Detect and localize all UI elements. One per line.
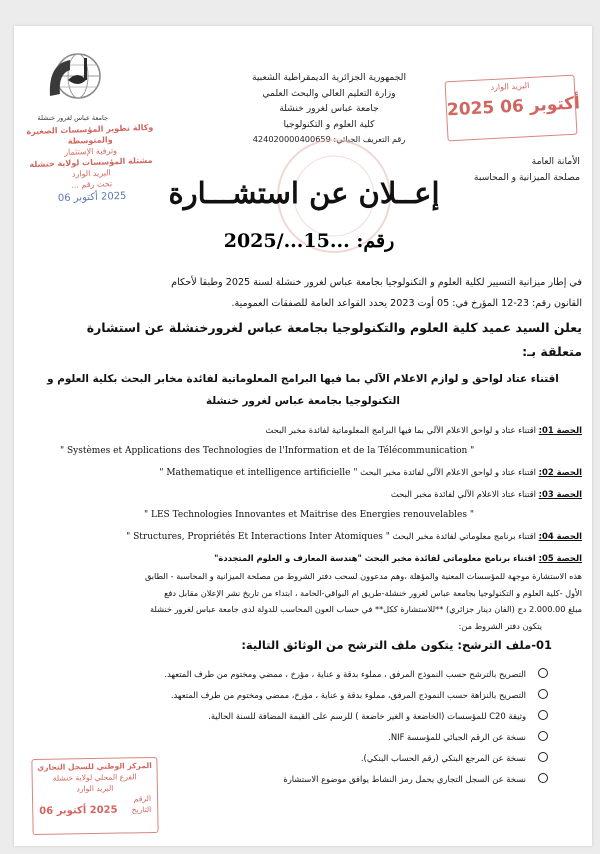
- document-item: وثيقة C20 للمؤسسات (الخاضعة و الغير خاضعة ) للرسم على القيمة المضافة للسنة الحالية.: [164, 706, 548, 727]
- stamp-top-right-title: البريد الوارد: [490, 81, 530, 93]
- secretariat-label: الأمانة العامة: [531, 156, 580, 167]
- lots-list: [24, 420, 582, 569]
- bullet-circle-icon: [538, 731, 548, 741]
- stamp-agency-org: وكالة تطوير المؤسسات الصغيرة والمتوسطة: [26, 122, 154, 146]
- stamp-agency-date: 2025 أكتوبر 06: [57, 190, 127, 205]
- stamp-registry-date: 2025 أكتوبر 06: [39, 804, 118, 817]
- lot-05: [24, 548, 582, 569]
- announce-line-1: يعلن السيد عميد كلية العلوم والتكنولوجيا بجامعة عباس لغرورخنشلة عن استشارة: [86, 320, 582, 335]
- file-heading: 01-ملف الترشح: يتكون ملف الترشح من الوثائق التالية:: [241, 638, 552, 652]
- lot-03-lab-name: " LES Technologies Innovantes et Maitrise des Energies renouvelables ": [144, 510, 474, 520]
- stamp-registry-line3: البريد الوارد: [76, 783, 114, 794]
- document-item: التصريح بالنزاهة حسب النموذج المرفق، مملوء بدقة و عناية ، مؤرخ، ممضي ومختوم من طرف المتعهد.: [164, 685, 548, 706]
- document-page: [14, 26, 592, 846]
- stamp-agency-line2: وترقية الإستثمار: [64, 146, 118, 157]
- subject-paragraph: [24, 368, 582, 412]
- stamp-agency-line4: البريد الوارد: [71, 168, 111, 179]
- lot-01-text: اقتناء عتاد و لواحق الاعلام الآلي بما فيها البرامج المعلوماتية لفائدة مخبر البحث: [265, 425, 536, 435]
- lot-03: [24, 484, 582, 505]
- lot-02-lab-name: " Mathematique et intelligence artificielle ": [159, 468, 358, 478]
- conditions-line-3: مبلغ 2.000.00 دج (الفان دينار جزائري) **للاستشارة ككل** في حساب العون المحاسب للدولة لدى جامعة عباس لغرور خنشلة: [150, 604, 582, 614]
- announcement-title: إعــلان عن استشـــارة: [168, 176, 440, 210]
- document-item: نسخة عن الرقم الجبائي للمؤسسة NIF.: [164, 727, 548, 748]
- lot-04-text: اقتناء برنامج معلوماتي لفائدة مخبر البحث: [392, 531, 536, 541]
- lot-04-label: الحصة 04:: [538, 531, 582, 541]
- conditions-line-4: يتكون دفتر الشروط من:: [458, 620, 542, 631]
- lot-01-lab-name: " Systèmes et Applications des Technologies de l'Information et de la Télécommunication ": [60, 446, 475, 456]
- stamp-agency-line3: مشتلة المؤسسات لولاية خنشلة: [29, 155, 153, 170]
- faculty-name: كلية العلوم و التكنولوجيا: [283, 118, 375, 130]
- stamp-registry-num: الرقم: [133, 794, 152, 804]
- university-logo: [37, 50, 108, 128]
- stamp-registry-date-label: التاريخ: [131, 805, 152, 815]
- subject-line-2: التكنولوجيا بجامعة عباس لغرور خنشلة: [205, 395, 400, 407]
- conditions-line-2: الأول -كلية العلوم و التكنولوجيا بجامعة عباس لغرور خنشلة-طريق ام البواقي-الحامة ، ابتداء من تاريخ نشر الإعلان مقابل دفع: [164, 587, 582, 598]
- stamp-top-right-date: 2025 أكتوبر 06: [446, 93, 581, 121]
- intro-paragraph: [24, 272, 582, 314]
- lot-05-label: الحصة 05:: [538, 553, 582, 563]
- bullet-circle-icon: [538, 710, 548, 720]
- documents-list: [164, 664, 548, 790]
- ministry-name: وزارة التعليم العالي والبحث العلمي: [262, 87, 396, 99]
- document-item: التصريح بالترشح حسب النموذج المرفق ، مملوء بدقة و عناية ، مؤرخ ، ممضي ومختوم من طرف المتعهد.: [164, 664, 548, 685]
- stamp-registry-line2: الفرع المحلي لولاية خنشلة: [52, 772, 137, 783]
- received-stamp-top-right: [445, 75, 581, 142]
- intro-line-1: في إطار ميزانية التسيير لكلية العلوم و التكنولوجيا بجامعة عباس لغرور خنشلة لسنة 2025 وطبقا لأحكام: [171, 277, 582, 288]
- lot-03-label: الحصة 03:: [538, 489, 582, 499]
- document-item: نسخة عن السجل التجاري يحمل رمز النشاط يوافق موضوع الاستشارة: [164, 769, 548, 790]
- bullet-circle-icon: [538, 773, 548, 783]
- received-stamp-commerce-registry: [31, 757, 158, 835]
- lot-01-label: الحصة 01:: [538, 425, 582, 435]
- bullet-circle-icon: [538, 689, 548, 699]
- country-name: الجمهورية الجزائرية الديمقراطية الشعبية: [251, 72, 407, 83]
- lot-02-text: اقتناء عتاد و لواحق الاعلام الآلي لفائدة مخبر البحث: [360, 467, 536, 477]
- announce-paragraph: [24, 316, 582, 364]
- subject-line-1: اقتناء عتاد لواحق و لوازم الاعلام الآلي بما فيها البرامج المعلوماتية لفائدة مخابر البحث بكلية العلوم و: [47, 373, 559, 385]
- service-label: مصلحة الميزانية و المحاسبة: [473, 171, 580, 183]
- lot-01: [24, 420, 582, 441]
- stamp-agency-reg: تحت رقم ...: [71, 179, 113, 190]
- lot-04: [24, 526, 582, 548]
- lot-02: [24, 462, 582, 484]
- logo-caption: جامعة عباس لغرور خنشلة: [37, 114, 108, 122]
- lot-04-lab-name: " Structures, Propriétés Et Interactions Inter Atomiques ": [126, 532, 390, 542]
- document-item: نسخة عن المرجع البنكي (رقم الحساب البنكي).: [164, 748, 548, 769]
- university-name: جامعة عباس لغرور خنشلة: [279, 103, 379, 114]
- bullet-circle-icon: [538, 752, 548, 762]
- lot-03-text: اقتناء عتاد الاعلام الآلي لفائدة مخبر البحث: [390, 489, 536, 499]
- bullet-circle-icon: [538, 668, 548, 678]
- lot-02-label: الحصة 02:: [538, 467, 582, 477]
- reference-number: رقم: ...15.../2025: [223, 230, 395, 252]
- tax-id: رقم التعريف الجبائي: 424020000400659: [252, 134, 406, 144]
- stamp-registry-line1: المركز الوطني للسجل التجاري: [37, 761, 152, 773]
- announce-line-2: متعلقة بـ:: [522, 344, 582, 359]
- conditions-paragraph: [24, 568, 582, 634]
- conditions-line-1: هذه الاستشارة موجهة للمؤسسات المعنية والمؤهلة ،وهم مدعوون لسحب دفتر الشروط من مصلحة الميزانية و المحاسبة - الطابق: [144, 571, 582, 581]
- lot-05-text: اقتناء برنامج معلوماتي لفائدة مخبر البحث "هندسة المعارف و العلوم المتجددة": [214, 553, 536, 563]
- intro-line-2: القانون رقم: 23-12 المؤرخ في: 05 أوت 2023 يحدد القواعد العامة للصفقات العمومية.: [231, 298, 582, 309]
